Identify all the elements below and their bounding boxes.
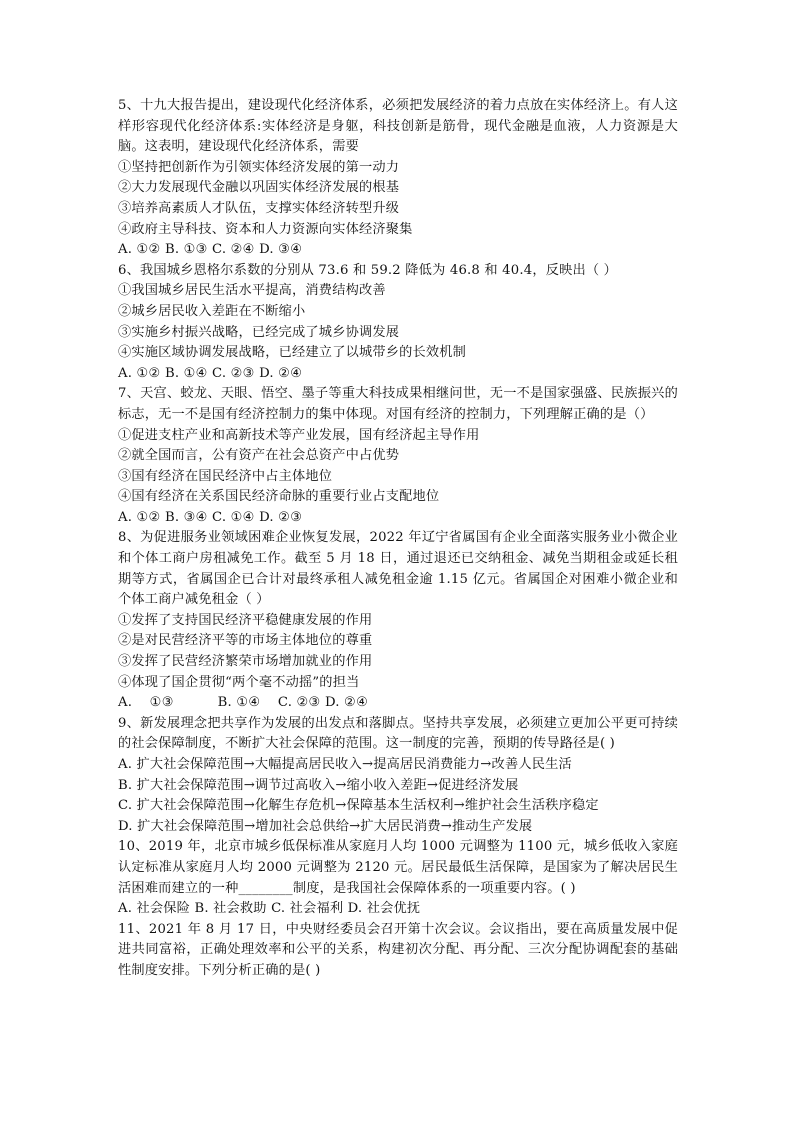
option-2: ②城乡居民收入差距在不断缩小 [118, 303, 306, 319]
question-10 [118, 837, 678, 919]
answer-choices: A. ①② B. ①④ C. ②③ D. ②④ [118, 365, 303, 381]
option-4: ④体现了国企贯彻“两个毫不动摇”的担当 [118, 674, 360, 690]
question-stem: 8、为促进服务业领域困难企业恢复发展，2022 年辽宁省属国有企业全面落实服务业小微企业和个体工商户房租减免工作。截至 5 月 18 日，通过退还已交纳租金、减免当期租金或延长租期等方式，省属国企已合计对最终承租人减免租金逾 1.15 亿元。省属国企对困难小微企业和个体工商户减免租金（ ） [118, 530, 678, 608]
question-6 [118, 261, 678, 385]
question-stem: 10、2019 年，北京市城乡低保标准从家庭月人均 1000 元调整为 1100 元，城乡低收入家庭认定标准从家庭月人均 2000 元调整为 2120 元。居民最低生活保障，是国家为了解决居民生活困难而建立的一种________制度，是我国社会保障体系的一项重要内容。( ) [118, 839, 678, 896]
answer-choices: A. 社会保险 B. 社会救助 C. 社会福利 D. 社会优抚 [118, 901, 421, 917]
option-4: ④政府主导科技、资本和人力资源向实体经济聚集 [118, 221, 413, 237]
option-2: ②是对民营经济平等的市场主体地位的尊重 [118, 633, 373, 649]
option-1: ①促进支柱产业和高新技术等产业发展，国有经济起主导作用 [118, 427, 480, 443]
question-stem: 6、我国城乡恩格尔系数的分别从 73.6 和 59.2 降低为 46.8 和 40.4，反映出（ ） [118, 262, 618, 278]
option-1: ①我国城乡居民生活水平提高，消费结构改善 [118, 283, 386, 299]
option-3: ③发挥了民营经济繁荣市场增加就业的作用 [118, 654, 373, 670]
option-4: ④实施区域协调发展战略，已经建立了以城带乡的长效机制 [118, 345, 467, 361]
option-d: D. 扩大社会保障范围→增加社会总供给→扩大居民消费→推动生产发展 [118, 818, 533, 834]
answer-choices: A. ①③ B. ①④ C. ②③ D. ②④ [118, 695, 369, 711]
question-11 [118, 920, 678, 982]
question-7 [118, 384, 678, 528]
question-stem: 11、2021 年 8 月 17 日，中央财经委员会召开第十次会议。会议指出，要在高质量发展中促进共同富裕，正确处理效率和公平的关系，构建初次分配、再分配、三次分配协调配套的基础性制度安排。下列分析正确的是( ) [118, 921, 678, 978]
question-stem: 9、新发展理念把共享作为发展的出发点和落脚点。坚持共享发展，必须建立更加公平更可持续的社会保障制度，不断扩大社会保障的范围。这一制度的完善，预期的传导路径是( ) [118, 715, 678, 752]
option-4: ④国有经济在关系国民经济命脉的重要行业占支配地位 [118, 489, 440, 505]
option-2: ②就全国而言，公有资产在社会总资产中占优势 [118, 448, 400, 464]
answer-choices: A. ①② B. ③④ C. ①④ D. ②③ [118, 509, 303, 525]
option-2: ②大力发展现代金融以巩固实体经济发展的根基 [118, 180, 400, 196]
option-3: ③培养高素质人才队伍，支撑实体经济转型升级 [118, 200, 400, 216]
option-b: B. 扩大社会保障范围→调节过高收入→缩小收入差距→促进经济发展 [118, 777, 519, 793]
option-3: ③实施乡村振兴战略，已经完成了城乡协调发展 [118, 324, 400, 340]
question-8 [118, 528, 678, 713]
question-stem: 5、十九大报告提出，建设现代化经济体系，必须把发展经济的着力点放在实体经济上。有人这样形容现代化经济体系:实体经济是身躯，科技创新是筋骨，现代金融是血液，人力资源是大脑。这表明，建设现代化经济体系，需要 [118, 98, 678, 155]
question-5 [118, 96, 678, 261]
option-a: A. 扩大社会保障范围→大幅提高居民收入→提高居民消费能力→改善人民生活 [118, 757, 572, 772]
document-page [118, 96, 678, 982]
question-9 [118, 714, 678, 838]
option-c: C. 扩大社会保障范围→化解生存危机→保障基本生活权利→维护社会生活秩序稳定 [118, 798, 599, 814]
option-1: ①坚持把创新作为引领实体经济发展的第一动力 [118, 159, 400, 175]
option-1: ①发挥了支持国民经济平稳健康发展的作用 [118, 612, 373, 628]
option-3: ③国有经济在国民经济中占主体地位 [118, 468, 333, 484]
question-stem: 7、天宫、蛟龙、天眼、悟空、墨子等重大科技成果相继问世，无一不是国家强盛、民族振兴的标志，无一不是国有经济控制力的集中体现。对国有经济的控制力，下列理解正确的是（） [118, 386, 678, 422]
answer-choices: A. ①② B. ①③ C. ②④ D. ③④ [118, 242, 303, 258]
